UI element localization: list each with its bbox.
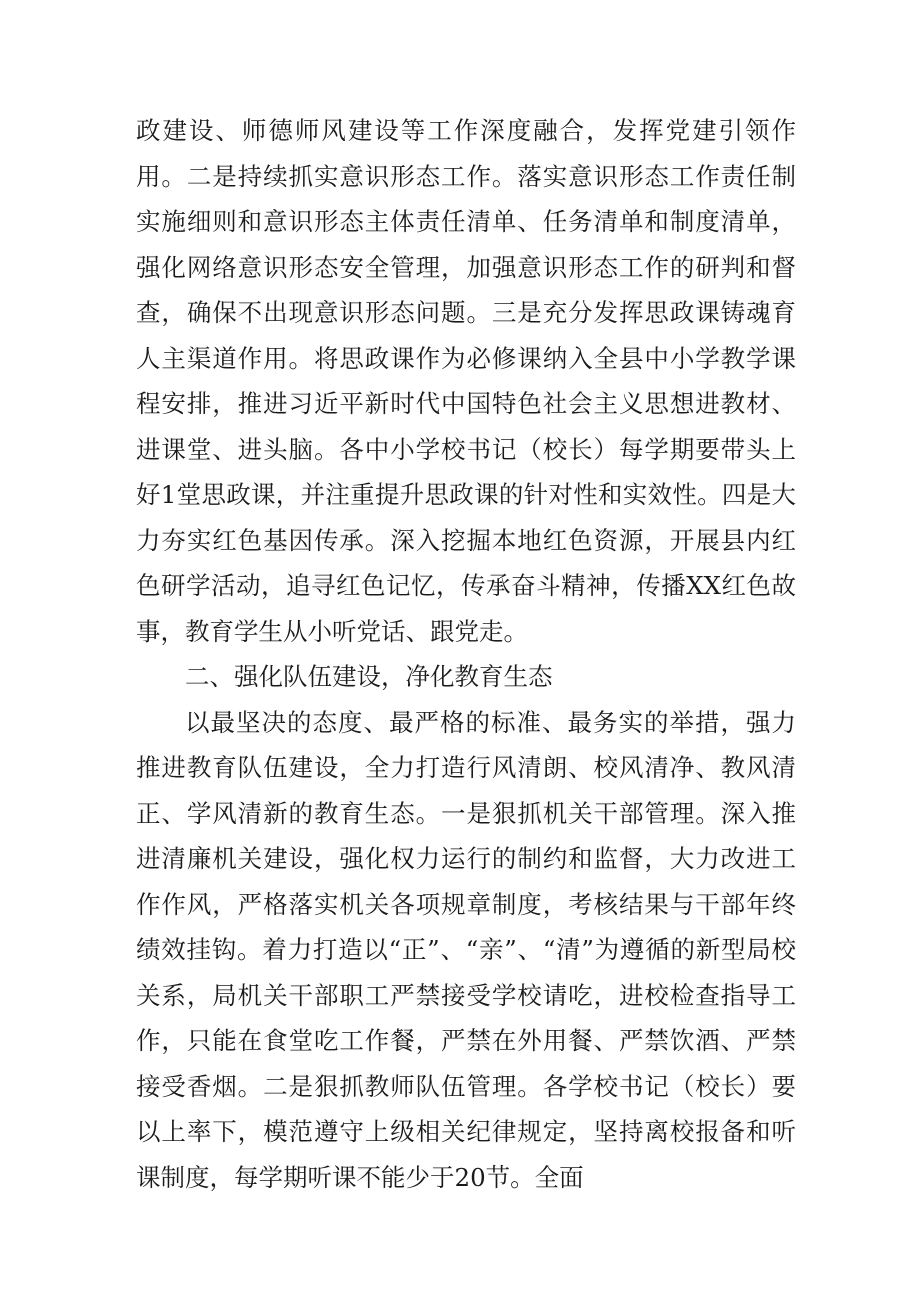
document-body — [136, 108, 796, 1200]
body-paragraph-2: 以最坚决的态度、最严格的标准、最务实的举措，强力推进教育队伍建设，全力打造行风清朗、校风清净、教风清正、学风清新的教育生态。一是狠抓机关干部管理。深入推进清廉机关建设，强化权力运行的制约和监督，大力改进工作作风，严格落实机关各项规章制度，考核结果与干部年终绩效挂钩。着力打造以“正”、“亲”、“清”为遵循的新型局校关系，局机关干部职工严禁接受学校请吃，进校检查指导工作，只能在食堂吃工作餐，严禁在外用餐、严禁饮酒、严禁接受香烟。二是狠抓教师队伍管理。各学校书记（校长）要以上率下，模范遵守上级相关纪律规定，坚持离校报备和听课制度，每学期听课不能少于20节。全面 — [136, 707, 796, 1192]
section-heading: 二、强化队伍建设，净化教育生态 — [185, 662, 553, 691]
body-paragraph-1: 政建设、师德师风建设等工作深度融合，发挥党建引领作用。二是持续抓实意识形态工作。落实意识形态工作责任制实施细则和意识形态主体责任清单、任务清单和制度清单，强化网络意识形态安全管理，加强意识形态工作的研判和督查，确保不出现意识形态问题。三是充分发挥思政课铸魂育人主渠道作用。将思政课作为必修课纳入全县中小学教学课程安排，推进习近平新时代中国特色社会主义思想进教材、进课堂、进头脑。各中小学校书记（校长）每学期要带头上好1堂思政课，并注重提升思政课的针对性和实效性。四是大力夯实红色基因传承。深入挖掘本地红色资源，开展县内红色研学活动，追寻红色记忆，传承奋斗精神，传播XX红色故事，教育学生从小听党话、跟党走。 — [136, 116, 796, 646]
